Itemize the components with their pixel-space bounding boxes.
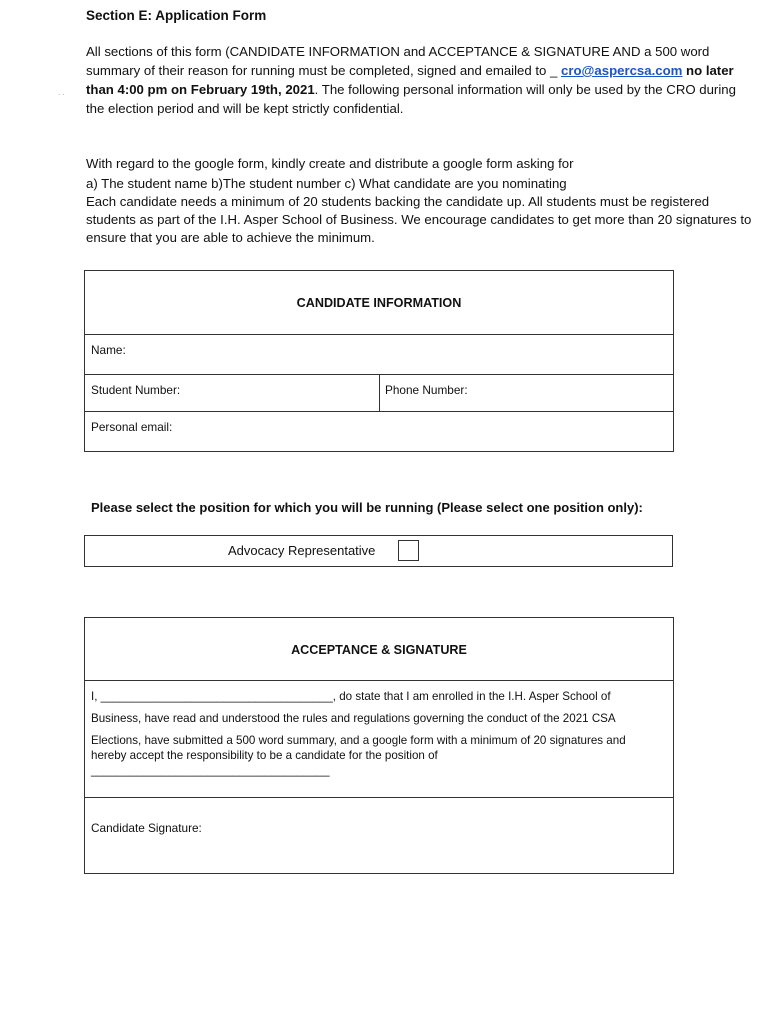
intro-paragraph [86,42,756,118]
phone-number-label: Phone Number: [385,383,468,397]
deadline-text: no later than 4:00 pm on February 19th, 2021 [86,63,734,97]
position-question: Please select the position for which you will be running (Please select one position only): [91,500,643,515]
acceptance-line1: I, ____________________________________, do state that I am enrolled in the I.H. Asper School of [91,690,611,703]
acceptance-table [84,617,674,874]
name-row[interactable] [85,334,673,374]
acceptance-header: ACCEPTANCE & SIGNATURE [291,643,467,657]
signature-label: Candidate Signature: [91,821,202,835]
cro-email-link[interactable]: cro@aspercsa.com [561,63,683,78]
student-number-label: Student Number: [91,383,181,397]
google-form-paragraph [86,155,756,247]
email-row[interactable] [85,411,673,451]
name-label: Name: [91,343,126,357]
position-option-label: Advocacy Representative [228,543,376,558]
section-title: Section E: Application Form [86,8,267,23]
acceptance-statement-row [85,680,673,798]
acceptance-line4: _____________________________________ [91,764,330,777]
margin-mark: . . [58,88,65,97]
acceptance-line3: Elections, have submitted a 500 word summary, and a google form with a minimum of 20 signatures and hereby accept the responsibility to be a candidate for the position of [91,734,626,762]
phone-number-cell[interactable] [380,375,673,411]
google-form-line3: Each candidate needs a minimum of 20 students backing the candidate up. All students must be registered students as part of the I.H. Asper School of Business. We encourage candidates to get more than 20 signatures to ensure that you are able to achieve the minimum. [86,194,752,245]
position-table [84,535,673,567]
acceptance-line2: Business, have read and understood the rules and regulations governing the conduct of the 2021 CSA [91,712,616,725]
number-phone-row [85,374,673,411]
google-form-line1: With regard to the google form, kindly create and distribute a google form asking for [86,156,574,171]
candidate-info-header: CANDIDATE INFORMATION [296,296,462,310]
student-number-cell[interactable] [85,375,380,411]
email-label: Personal email: [91,420,173,434]
position-checkbox[interactable] [398,540,419,561]
google-form-line2: a) The student name b)The student number c) What candidate are you nominating [86,176,567,191]
candidate-info-table [84,270,674,452]
intro-text-after: . The following personal information will only be used by the CRO during the election period and will be kept strictly confidential. [86,82,736,116]
signature-row[interactable] [85,797,673,874]
intro-text-before: All sections of this form (CANDIDATE INFORMATION and ACCEPTANCE & SIGNATURE AND a 500 word summary of their reason for running must be completed, signed and emailed to _ [86,44,710,78]
